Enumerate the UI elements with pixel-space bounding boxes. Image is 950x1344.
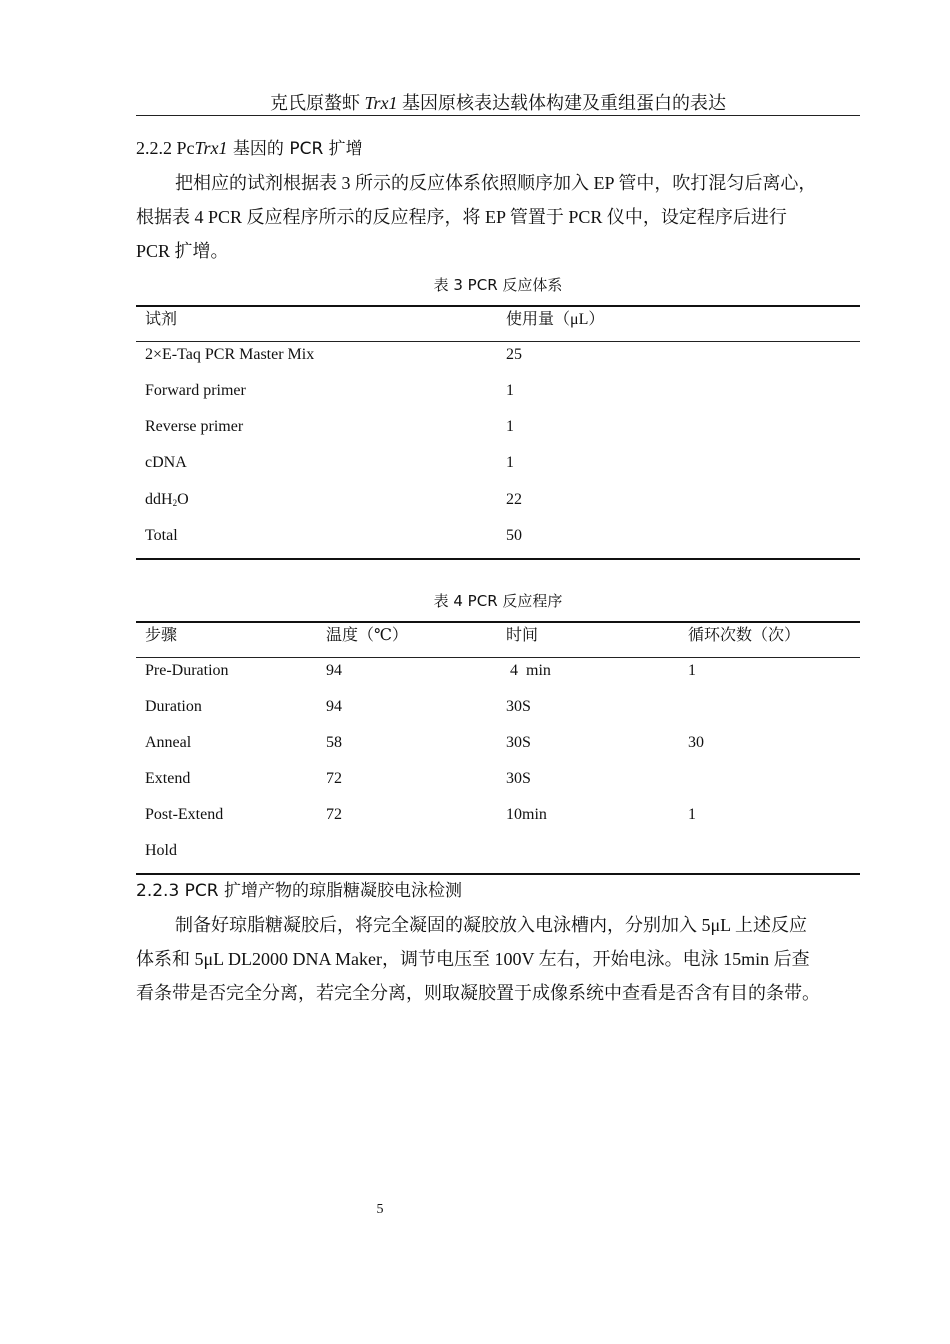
ddh2o-part: O — [177, 491, 189, 508]
paragraph-2-2-3 — [136, 908, 860, 1010]
running-header — [136, 90, 860, 116]
table4-caption: 表 4 PCR 反应程序 — [433, 592, 563, 610]
heading-number: 2.2.2 Pc — [136, 138, 195, 158]
header-prefix: 克氏原螯虾 — [269, 93, 365, 113]
table4-cell: Duration — [145, 698, 202, 715]
paragraph-line: 体系和 5μL DL2000 DNA Maker，调节电压至 100V 左右，开始电泳。电泳 15min 后查 — [136, 949, 810, 969]
header-rule — [136, 115, 860, 116]
ddh2o-part: ddH — [145, 491, 173, 508]
table3-cell: 2×E-Taq PCR Master Mix — [145, 346, 315, 363]
table4-cell: Post-Extend — [145, 806, 224, 823]
table4-cell: 30S — [506, 734, 531, 751]
table4-header-rule — [136, 657, 860, 658]
paragraph-2-2-2 — [136, 166, 860, 268]
table4-cell: 10min — [506, 806, 547, 823]
table4-cell: 30 — [688, 734, 704, 751]
paragraph-line: 看条带是否完全分离，若完全分离，则取凝胶置于成像系统中查看是否含有目的条带。 — [136, 983, 820, 1003]
table3-cell: Forward primer — [145, 382, 246, 399]
table3-cell-ddh2o — [145, 490, 189, 513]
section-heading-2-2-2 — [136, 136, 363, 161]
paragraph-line: 制备好琼脂糖凝胶后，将完全凝固的凝胶放入电泳槽内，分别加入 5μL 上述反应 — [175, 915, 807, 935]
table4-cell: 1 — [688, 806, 696, 823]
table4-cell: 72 — [326, 806, 342, 823]
heading-gene: Trx1 — [194, 138, 228, 158]
table4-header-time: 时间 — [506, 627, 539, 644]
table3-header-reagent: 试剂 — [145, 311, 178, 328]
table3-cell: 50 — [506, 527, 522, 544]
table3-cell: 1 — [506, 454, 514, 471]
table4-cell: Pre-Duration — [145, 662, 229, 679]
table3-caption: 表 3 PCR 反应体系 — [433, 276, 563, 294]
table3-header-volume: 使用量（μL） — [506, 311, 605, 328]
table4-header-step: 步骤 — [145, 627, 178, 644]
table4-cell: Hold — [145, 842, 177, 859]
table3-header-rule — [136, 341, 860, 342]
table3-cell: cDNA — [145, 454, 187, 471]
table4-cell: 94 — [326, 662, 342, 679]
table4-cell: Anneal — [145, 734, 192, 751]
table4-cell: 72 — [326, 770, 342, 787]
table3-cell: Reverse primer — [145, 418, 244, 435]
table4-header-cycles: 循环次数（次） — [688, 627, 801, 644]
table3-cell: 1 — [506, 382, 514, 399]
table3-top-rule — [136, 305, 860, 307]
header-gene: Trx1 — [364, 93, 398, 113]
table4-cell: Extend — [145, 770, 191, 787]
table3-cell: 22 — [506, 491, 522, 508]
table4-cell: 30S — [506, 770, 531, 787]
paragraph-line: 把相应的试剂根据表 3 所示的反应体系依照顺序加入 EP 管中，吹打混匀后离心， — [175, 173, 817, 193]
header-suffix: 基因原核表达载体构建及重组蛋白的表达 — [397, 93, 726, 113]
page-number: 5 — [376, 1202, 384, 1217]
table4-cell: 1 — [688, 662, 696, 679]
table3-cell: 25 — [506, 346, 522, 363]
table4-bottom-rule — [136, 873, 860, 875]
table4-top-rule — [136, 621, 860, 623]
heading-title: 基因的 PCR 扩增 — [227, 139, 363, 159]
table4-cell: 94 — [326, 698, 342, 715]
ddh2o-subscript: 2 — [172, 498, 178, 508]
table4-cell: 30S — [506, 698, 531, 715]
table3-cell: Total — [145, 527, 178, 544]
table3-bottom-rule — [136, 558, 860, 560]
table4-header-temperature: 温度（℃） — [326, 627, 408, 644]
table4-cell: 4 min — [506, 662, 551, 679]
paragraph-line: PCR 扩增。 — [136, 241, 229, 261]
table3-cell: 1 — [506, 418, 514, 435]
paragraph-line: 根据表 4 PCR 反应程序所示的反应程序，将 EP 管置于 PCR 仪中，设定程序后进行 — [136, 207, 787, 227]
heading-title: 2.2.3 PCR 扩增产物的琼脂糖凝胶电泳检测 — [136, 881, 462, 901]
table4-cell: 58 — [326, 734, 342, 751]
section-heading-2-2-3 — [136, 878, 462, 903]
